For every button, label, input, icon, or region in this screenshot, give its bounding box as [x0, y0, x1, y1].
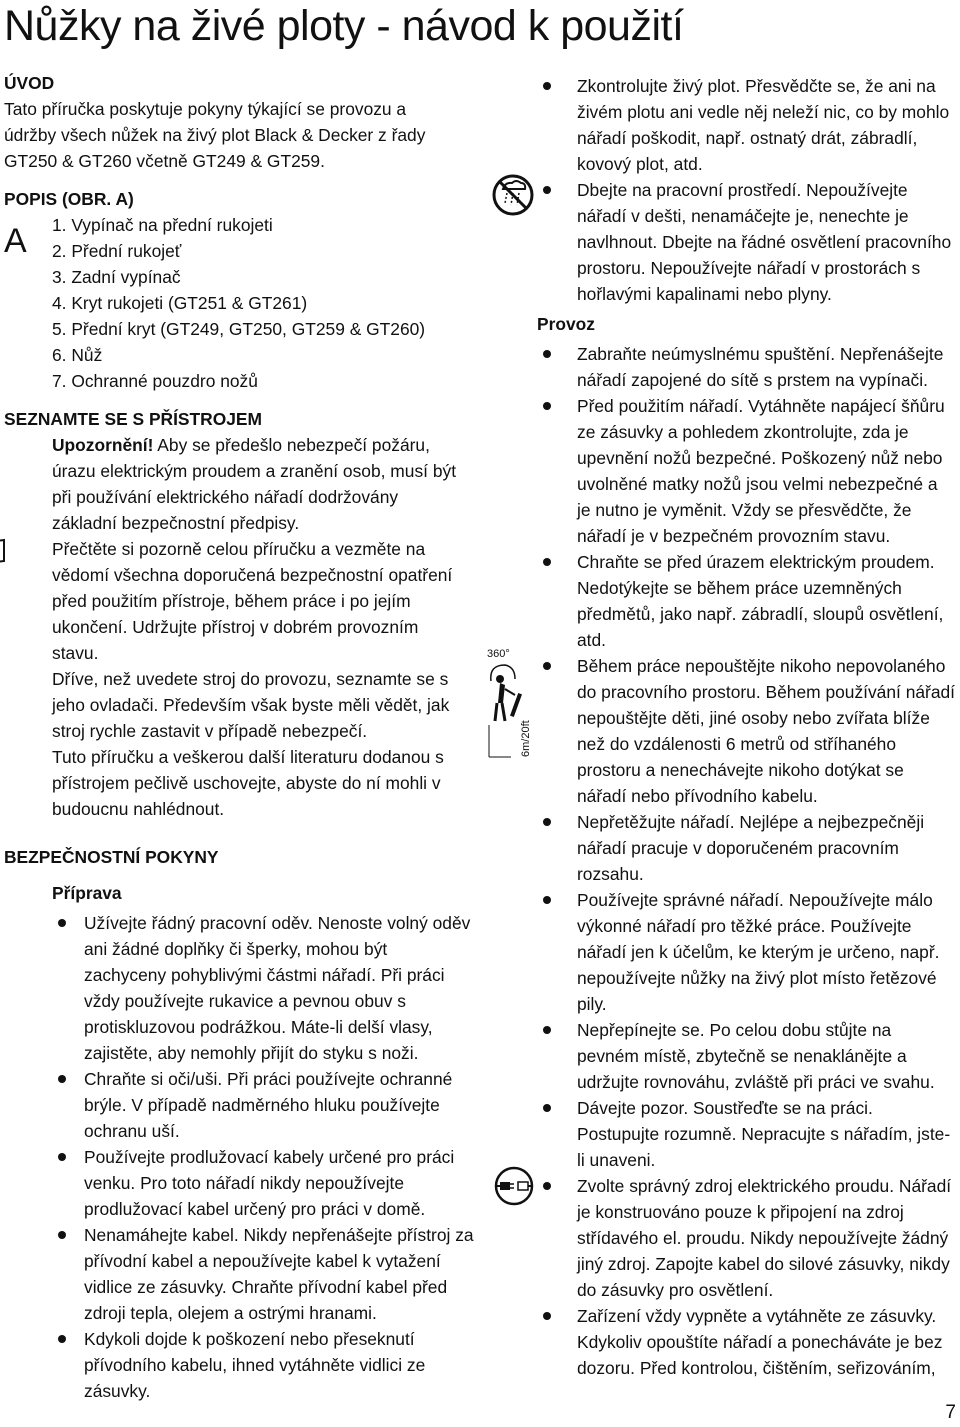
list-item: Chraňte se před úrazem elektrickým proudem. Nedotýkejte se během práce uzemněných předmětů, jako např. zábradlí, sloupů osvětlení, atd. — [537, 549, 955, 653]
list-item: 7. Ochranné pouzdro nožů — [52, 371, 258, 391]
warning-block — [4, 432, 462, 536]
seznamte-heading: SEZNAMTE SE S PŘÍSTROJEM — [4, 409, 262, 429]
list-item: 2. Přední rukojeť — [52, 241, 182, 261]
uvod-text: Tato příručka poskytuje pokyny týkající se provozu a údržby všech nůžek na živý plot Black & Decker z řady GT250 & GT260 včetně GT249 & GT259. — [4, 99, 426, 171]
list-item — [487, 648, 956, 809]
manual-paragraph-1: Přečtěte si pozorně celou příručku a vezměte na vědomí všechna doporučená bezpečnostní opatření před použitím přístroje, během práce i po jejím ukončení. Udržujte přístroj v dobrém provozním stavu. — [52, 539, 453, 663]
list-item: Zabraňte neúmyslnému spuštění. Nepřenášejte nářadí zapojené do sítě s prstem na vypínači. — [537, 341, 955, 393]
provoz-list — [487, 341, 956, 1381]
page-number: 7 — [945, 1402, 956, 1423]
priprava-heading: Příprava — [52, 883, 122, 903]
list-item — [537, 1173, 955, 1303]
list-item: 5. Přední kryt (GT249, GT250, GT259 & GT260) — [52, 319, 426, 339]
list-item: Dávejte pozor. Soustřeďte se na práci. Postupujte rozumně. Nepracujte s nářadím, jste-li unaveni. — [537, 1095, 955, 1173]
list-item: 6. Nůž — [52, 345, 103, 365]
read-manual-icon — [0, 536, 8, 573]
range-distance-label: 6m/20ft — [520, 720, 532, 757]
list-item: Zařízení vždy vypněte a vytáhněte ze zásuvky. Kdykoliv opouštíte nářadí a ponecháváte je bez dozoru. Před kontrolou, čištěním, seřizováním, — [537, 1303, 955, 1381]
figure-letter: A — [4, 222, 27, 260]
list-item-text: Během práce nepouštějte nikoho nepovolaného do pracovního prostoru. Během používání nářadí nepouštějte děti, jiné osoby nebo zvířata blíže než do vzdálenosti 6 metrů od stříhaného prostoru a nenechávejte nikoho dotýkat se nářadí nebo přívodního kabelu. — [577, 656, 956, 806]
popis-heading: POPIS (OBR. A) — [4, 189, 134, 209]
environment-list — [537, 73, 955, 307]
list-item: Používejte správné nářadí. Nepoužívejte málo výkonné nářadí pro těžké práce. Používejte nářadí jen k účelům, ke kterým je určeno, např. nepoužívejte nůžky na živý plot místo řetězové pily. — [537, 887, 955, 1017]
uvod-heading: ÚVOD — [4, 73, 55, 93]
warning-text: Aby se předešlo nebezpečí požáru, úrazu elektrickým proudem a zranění osob, musí být při používání elektrického nářadí dodržovány základní bezpečnostní předpisy. — [52, 435, 457, 533]
list-item: 3. Zadní vypínač — [52, 267, 181, 287]
list-item — [4, 1066, 474, 1144]
keep-distance-icon — [485, 645, 535, 770]
list-item: Před použitím nářadí. Vytáhněte napájecí šňůru ze zásuvky a pohledem zkontrolujte, zda je upevnění nožů bezpečné. Poškozený nůž nebo uvolněné matky nožů jsou velmi nebezpečné a je nutno je vyměnit. Vždy se přesvědčte, že nářadí je v bezpečném provozním stavu. — [537, 393, 955, 549]
list-item: Kdykoli dojde k poškození nebo přeseknutí přívodního kabelu, ihned vytáhněte vidlici ze zásuvky. — [4, 1326, 474, 1404]
range-angle-label: 360° — [487, 648, 510, 660]
list-item: Nenamáhejte kabel. Nikdy nepřenášejte přístroj za přívodní kabel a nepoužívejte kabel k vytažení vidlice ze zásuvky. Chraňte přívodní kabel před zdroji tepla, olejem a ostrými hranami. — [4, 1222, 474, 1326]
list-item — [537, 177, 955, 307]
list-item: Užívejte řádný pracovní oděv. Nenoste volný oděv ani žádné doplňky či šperky, mohou být zachyceny pohyblivými částmi nářadí. Při práci vždy používejte rukavice a pevnou obuv s protiskluzovou podrážkou. Máte-li delší vlasy, zajistěte, aby nemohly přijít do styku s noži. — [4, 910, 474, 1066]
manual-block — [4, 536, 462, 822]
unplug-icon — [493, 1165, 535, 1214]
priprava-list — [4, 910, 474, 1404]
list-item-text: Chraňte si oči/uši. Při práci používejte ochranné brýle. V případě nadměrného hluku používejte ochranu uší. — [84, 1069, 453, 1141]
list-item-text: Zvolte správný zdroj elektrického proudu. Nářadí je konstruováno pouze k připojení na zdroj střídavého el. proudu. Nikdy nepoužívejte žádný jiný zdroj. Zapojte kabel do silové zásuvky, nikdy do zásuvky pro osvětlení. — [577, 1176, 952, 1300]
warning-label: Upozornění! — [52, 435, 154, 455]
parts-list — [4, 212, 474, 394]
manual-paragraph-3: Tuto příručku a veškerou další literaturu dodanou s přístrojem pečlivě uschovejte, abyste do ní mohli v budoucnu nahlédnout. — [52, 747, 444, 819]
list-item: Nepřepínejte se. Po celou dobu stůjte na pevném místě, zbytečně se nenaklánějte a udržujte rovnováhu, zvláště při práci ve svahu. — [537, 1017, 955, 1095]
list-item: 4. Kryt rukojeti (GT251 & GT261) — [52, 293, 308, 313]
no-rain-icon — [491, 173, 535, 224]
warning-paragraph — [52, 432, 462, 536]
list-item: Nepřetěžujte nářadí. Nejlépe a nejbezpečněji nářadí pracuje v doporučeném pracovním rozsahu. — [537, 809, 955, 887]
left-column — [4, 70, 474, 1404]
list-item: 1. Vypínač na přední rukojeti — [52, 215, 273, 235]
right-column — [487, 73, 956, 1381]
list-item-text: Dbejte na pracovní prostředí. Nepoužívejte nářadí v dešti, nenamáčejte je, nenechte je navlhnout. Dbejte na řádné osvětlení pracovního prostoru. Nepoužívejte nářadí v prostorách s hořlavými kapalinami nebo plyny. — [577, 180, 952, 304]
provoz-heading: Provoz — [537, 314, 595, 334]
list-item: Používejte prodlužovací kabely určené pro práci venku. Pro toto nářadí nikdy nepoužívejte prodlužovací kabel určený pro práci v domě. — [4, 1144, 474, 1222]
manual-paragraph-2: Dříve, než uvedete stroj do provozu, seznamte se s jeho ovladači. Především však byste měli vědět, jak stroj rychle zastavit v případě nebezpečí. — [52, 669, 450, 741]
popis-section — [4, 186, 474, 394]
bezpecnost-heading: BEZPEČNOSTNÍ POKYNY — [4, 847, 219, 867]
page-title: Nůžky na živé ploty - návod k použití — [4, 2, 684, 50]
list-item: Zkontrolujte živý plot. Přesvědčte se, že ani na živém plotu ani vedle něj neleží nic, co by mohlo nářadí poškodit, např. ostnatý drát, zábradlí, kovový plot, atd. — [537, 73, 955, 177]
